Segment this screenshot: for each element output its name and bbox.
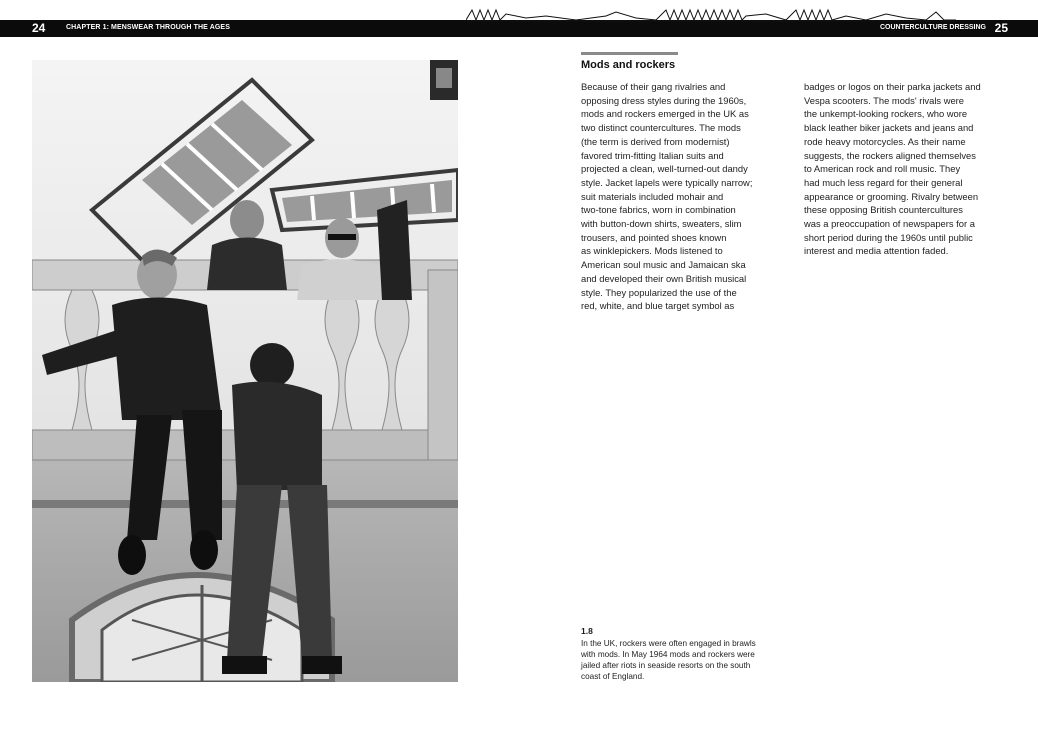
photo-illustration — [32, 60, 458, 682]
body-column-1 — [581, 80, 791, 313]
body-line: American soul music and Jamaican ska — [581, 259, 746, 271]
body-line: favored trim-fitting Italian suits and — [581, 149, 724, 161]
decorative-ornament — [466, 4, 956, 22]
caption-line: with mods. In May 1964 mods and rockers were — [581, 650, 755, 659]
body-line: (the term is derived from modernist) — [581, 135, 730, 147]
body-line: Vespa scooters. The mods' rivals were — [804, 94, 965, 106]
body-line: style. They popularized the use of the — [581, 286, 737, 298]
body-line: two-tone fabrics, worn in combination — [581, 204, 736, 216]
body-line: suit materials included mohair and — [581, 190, 724, 202]
body-line: as winklepickers. Mods listened to — [581, 245, 723, 257]
article-heading: Mods and rockers — [581, 59, 676, 71]
body-line: badges or logos on their parka jackets and — [804, 81, 981, 92]
body-line: suggests, the rockers aligned themselves — [804, 149, 976, 161]
body-line: rode heavy motorcycles. As their name — [804, 135, 966, 147]
body-line: with button-down shirts, sweaters, slim — [581, 218, 742, 230]
left-page-number: 24 — [32, 21, 46, 35]
body-line: projected a clean, well-turned-out dandy — [581, 163, 748, 175]
figure-caption — [581, 638, 791, 682]
body-line: had much less regard for their general — [804, 176, 963, 188]
body-line: Because of their gang rivalries and — [581, 81, 726, 92]
body-line: the unkempt-looking rockers, who wore — [804, 108, 968, 120]
body-line: opposing dress styles during the 1960s, — [581, 94, 747, 106]
right-page-number: 25 — [994, 21, 1008, 35]
body-line: interest and media attention faded. — [804, 245, 949, 257]
caption-line: In the UK, rockers were often engaged in brawls — [581, 639, 756, 648]
body-line: style. Jacket lapels were typically narrow; — [581, 176, 753, 188]
body-line: these opposing British countercultures — [804, 204, 963, 216]
figure-photo — [32, 60, 458, 682]
body-line: was a preoccupation of newspapers for a — [804, 218, 975, 230]
header-bar — [0, 20, 1038, 37]
body-column-2 — [804, 80, 1010, 258]
caption-line: coast of England. — [581, 672, 645, 681]
body-line: short period during the 1960s until public — [804, 231, 973, 243]
figure-number: 1.8 — [581, 626, 593, 636]
body-line: red, white, and blue target symbol as — [581, 300, 735, 312]
right-running-head: COUNTERCULTURE DRESSING — [879, 24, 986, 31]
body-line: two distinct countercultures. The mods — [581, 122, 741, 134]
left-running-head: CHAPTER 1: MENSWEAR THROUGH THE AGES — [66, 24, 230, 31]
body-line: trousers, and pointed shoes known — [581, 231, 727, 243]
caption-line: jailed after riots in seaside resorts on the south — [581, 661, 751, 670]
body-line: mods and rockers emerged in the UK as — [581, 108, 749, 120]
body-line: and developed their own British musical — [581, 272, 747, 284]
body-line: black leather biker jackets and jeans and — [804, 122, 974, 134]
body-line: appearance or grooming. Rivalry between — [804, 190, 979, 202]
heading-accent-rule — [581, 52, 678, 55]
body-line: to American rock and roll music. They — [804, 163, 961, 175]
